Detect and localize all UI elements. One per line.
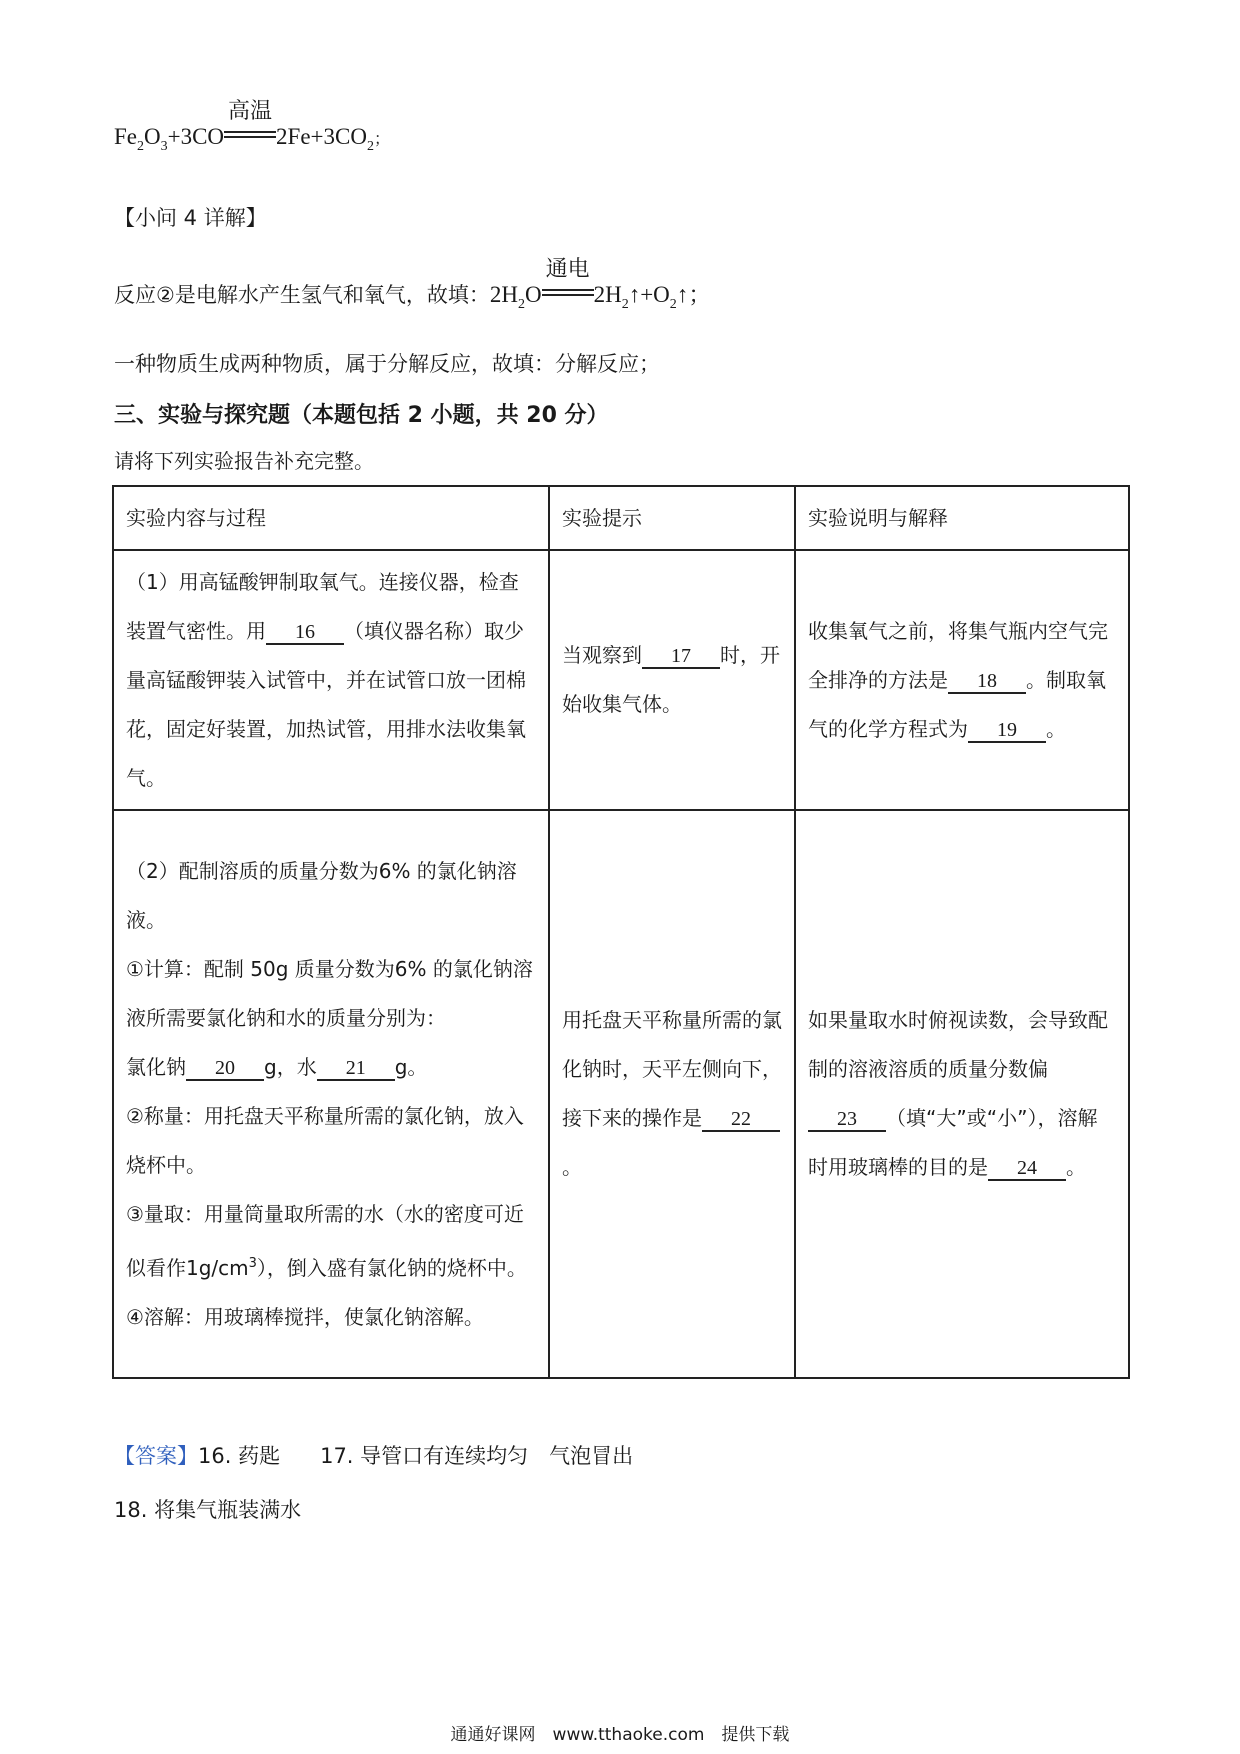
row2-explanation: 如果量取水时俯视读数，会导致配制的溶液溶质的质量分数偏23 （填“大”或“小”），溶解时用玻璃棒的目的是 24 。 — [795, 810, 1129, 1378]
section-3-title: 三、实验与探究题（本题包括 2 小题，共 20 分） — [114, 403, 609, 428]
row1-hint: 当观察到 17 时，开始收集气体。 — [549, 550, 795, 810]
row2-hint: 用托盘天平称量所需的氯化钠时，天平左侧向下，接下来的操作是 22。 — [549, 810, 795, 1378]
decomposition-answer: 一种物质生成两种物质，属于分解反应，故填：分解反应； — [114, 352, 660, 376]
header-hints: 实验提示 — [549, 486, 795, 550]
blank-21: 21 — [317, 1057, 395, 1081]
q4-answer-line: 反应②是电解水产生氢气和氧气，故填：$2H_2O$ 通电 $2H_2↑+O_2↑$； — [114, 257, 712, 312]
blank-16: 16 — [266, 621, 344, 645]
blank-23: 23 — [808, 1108, 886, 1132]
reaction-condition: 高温 — [224, 124, 276, 150]
table-row — [113, 810, 1129, 1378]
table-row — [113, 550, 1129, 810]
experiment-report-table — [112, 485, 1130, 1379]
header-procedure: 实验内容与过程 — [113, 486, 549, 550]
q4-title: 【小问 4 详解】 — [114, 206, 267, 230]
blank-20: 20 — [186, 1057, 264, 1081]
row2-procedure: （2）配制溶质的质量分数为6% 的氯化钠溶液。 ①计算：配制 50g 质量分数为6% 的氯化钠溶液所需要氯化钠和水的质量分别为： 氯化钠 20 g，水 21 g。 ②称量：用托盘天平称量所需的氯化钠，放入烧杯中。 ③量取：用量筒量取所需的水（水的密度可近似看作$1g/cm^3$），倒入盛有氯化钠的烧杯中。 ④溶解：用玻璃棒搅拌，使氯化钠溶解。 — [113, 810, 549, 1378]
instruction-text: 请将下列实验报告补充完整。 — [114, 449, 374, 473]
answer-tag: 【答案】 — [114, 1444, 198, 1468]
answer-17: 17. 导管口有连续均匀 气泡冒出 — [320, 1444, 634, 1468]
answer-line — [114, 1440, 633, 1470]
blank-22: 22 — [702, 1108, 780, 1132]
reaction-condition: 通电 — [542, 282, 594, 308]
header-explanation: 实验说明与解释 — [795, 486, 1129, 550]
blank-17: 17 — [642, 645, 720, 669]
row1-procedure: （1）用高锰酸钾制取氧气。连接仪器，检查装置气密性。用 16 （填仪器名称）取少量高锰酸钾装入试管中，并在试管口放一团棉花，固定好装置，加热试管，用排水法收集氧气。 — [113, 550, 549, 810]
row1-explanation: 收集氧气之前，将集气瓶内空气完全排净的方法是 18 。制取氧气的化学方程式为 19 。 — [795, 550, 1129, 810]
blank-24: 24 — [988, 1157, 1066, 1181]
answer-16: 16. 药匙 — [198, 1444, 281, 1468]
blank-19: 19 — [968, 719, 1046, 743]
table-header-row — [113, 486, 1129, 550]
equation-water-electrolysis: $2H_2O$ 通电 $2H_2↑+O_2↑$； — [489, 257, 712, 312]
answer-18: 18. 将集气瓶装满水 — [114, 1498, 302, 1522]
equation-iron-oxide-reduction: $Fe_2O_3+3CO$ 高温 $2Fe+3CO_2$； — [114, 99, 390, 154]
page-footer: 通通好课网 www.tthaoke.com 提供下载 — [450, 1725, 790, 1745]
blank-18: 18 — [948, 670, 1026, 694]
